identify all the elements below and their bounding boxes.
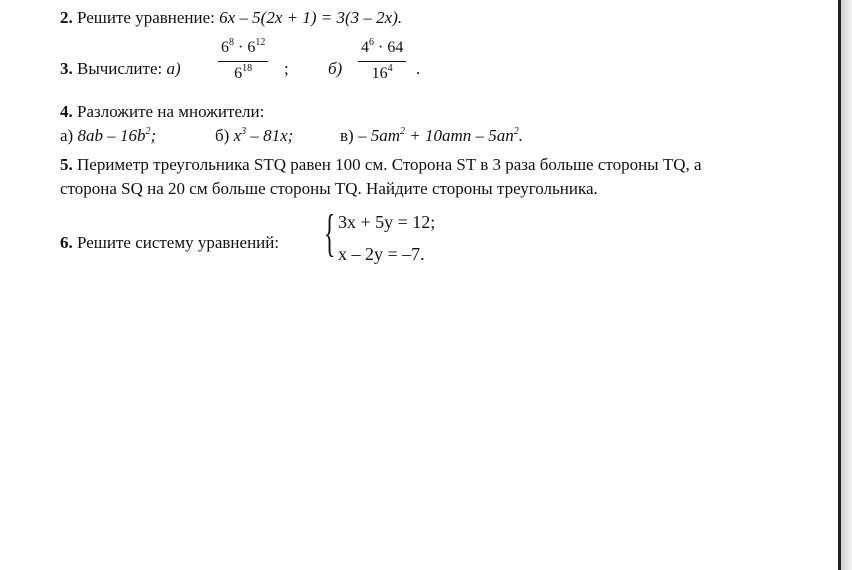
task-5-line-1 <box>60 155 702 175</box>
task-3-a-denominator: $6^{18}$ <box>234 63 253 82</box>
task-4-c-label: в) <box>340 126 354 145</box>
task-4-a-label: а) <box>60 126 74 145</box>
task-6 <box>60 233 279 253</box>
task-3-b-numerator: $4^6 \cdot 64$ <box>361 37 404 56</box>
task-4-b-label: б) <box>215 126 230 145</box>
task-2-equation: 6x – 5(2x + 1) = 3(3 – 2x). <box>219 8 403 27</box>
system-equation-2: x – 2y = –7. <box>338 244 425 264</box>
task-3-a-fraction <box>218 38 268 86</box>
system-equation-1: 3x + 5y = 12; <box>338 212 436 232</box>
task-3-b-label: б) <box>328 59 343 78</box>
task-3-number: 3. <box>60 59 73 78</box>
task-4-a-expression: $8ab - 16b^2$; <box>77 126 157 145</box>
task-3-b-fraction-bar <box>358 61 406 62</box>
page-shadow <box>841 0 852 570</box>
task-3-label <box>60 59 181 79</box>
task-4-b-expression: $x^3 - 81x$; <box>233 126 294 145</box>
task-5-line-2 <box>60 179 598 199</box>
task-3-separator: ; <box>284 59 289 78</box>
task-2-text: Решите уравнение: <box>77 8 215 27</box>
system-brace: { <box>324 205 336 262</box>
task-5-text-1: Периметр треугольника STQ равен 100 см. Сторона ST в 3 раза больше стороны TQ, а <box>77 155 702 174</box>
task-4-c <box>340 126 523 149</box>
task-3-a-numerator: $6^8 \cdot 6^{12}$ <box>221 37 266 56</box>
task-5-number: 5. <box>60 155 73 174</box>
task-3-b-denominator: $16^4$ <box>371 63 393 82</box>
task-4-b <box>215 126 293 149</box>
task-4-text: Разложите на множители: <box>77 102 265 121</box>
task-2-number: 2. <box>60 8 73 27</box>
task-3-text: Вычислите: <box>77 59 163 78</box>
task-6-text: Решите систему уравнений: <box>77 233 280 252</box>
task-5-text-2: сторона SQ на 20 см больше стороны TQ. Найдите стороны треугольника. <box>60 179 598 198</box>
task-4-c-expression: – $5am^2 + 10amn - 5an^2$. <box>357 126 523 145</box>
task-6-number: 6. <box>60 233 73 252</box>
task-2 <box>60 8 402 28</box>
task-4 <box>60 102 264 122</box>
task-4-number: 4. <box>60 102 73 121</box>
task-4-a <box>60 126 156 149</box>
task-3-a-fraction-bar <box>218 61 268 62</box>
task-3-b-fraction <box>358 38 406 86</box>
task-3-end: . <box>416 59 421 78</box>
task-3-a-label: а) <box>166 59 181 78</box>
